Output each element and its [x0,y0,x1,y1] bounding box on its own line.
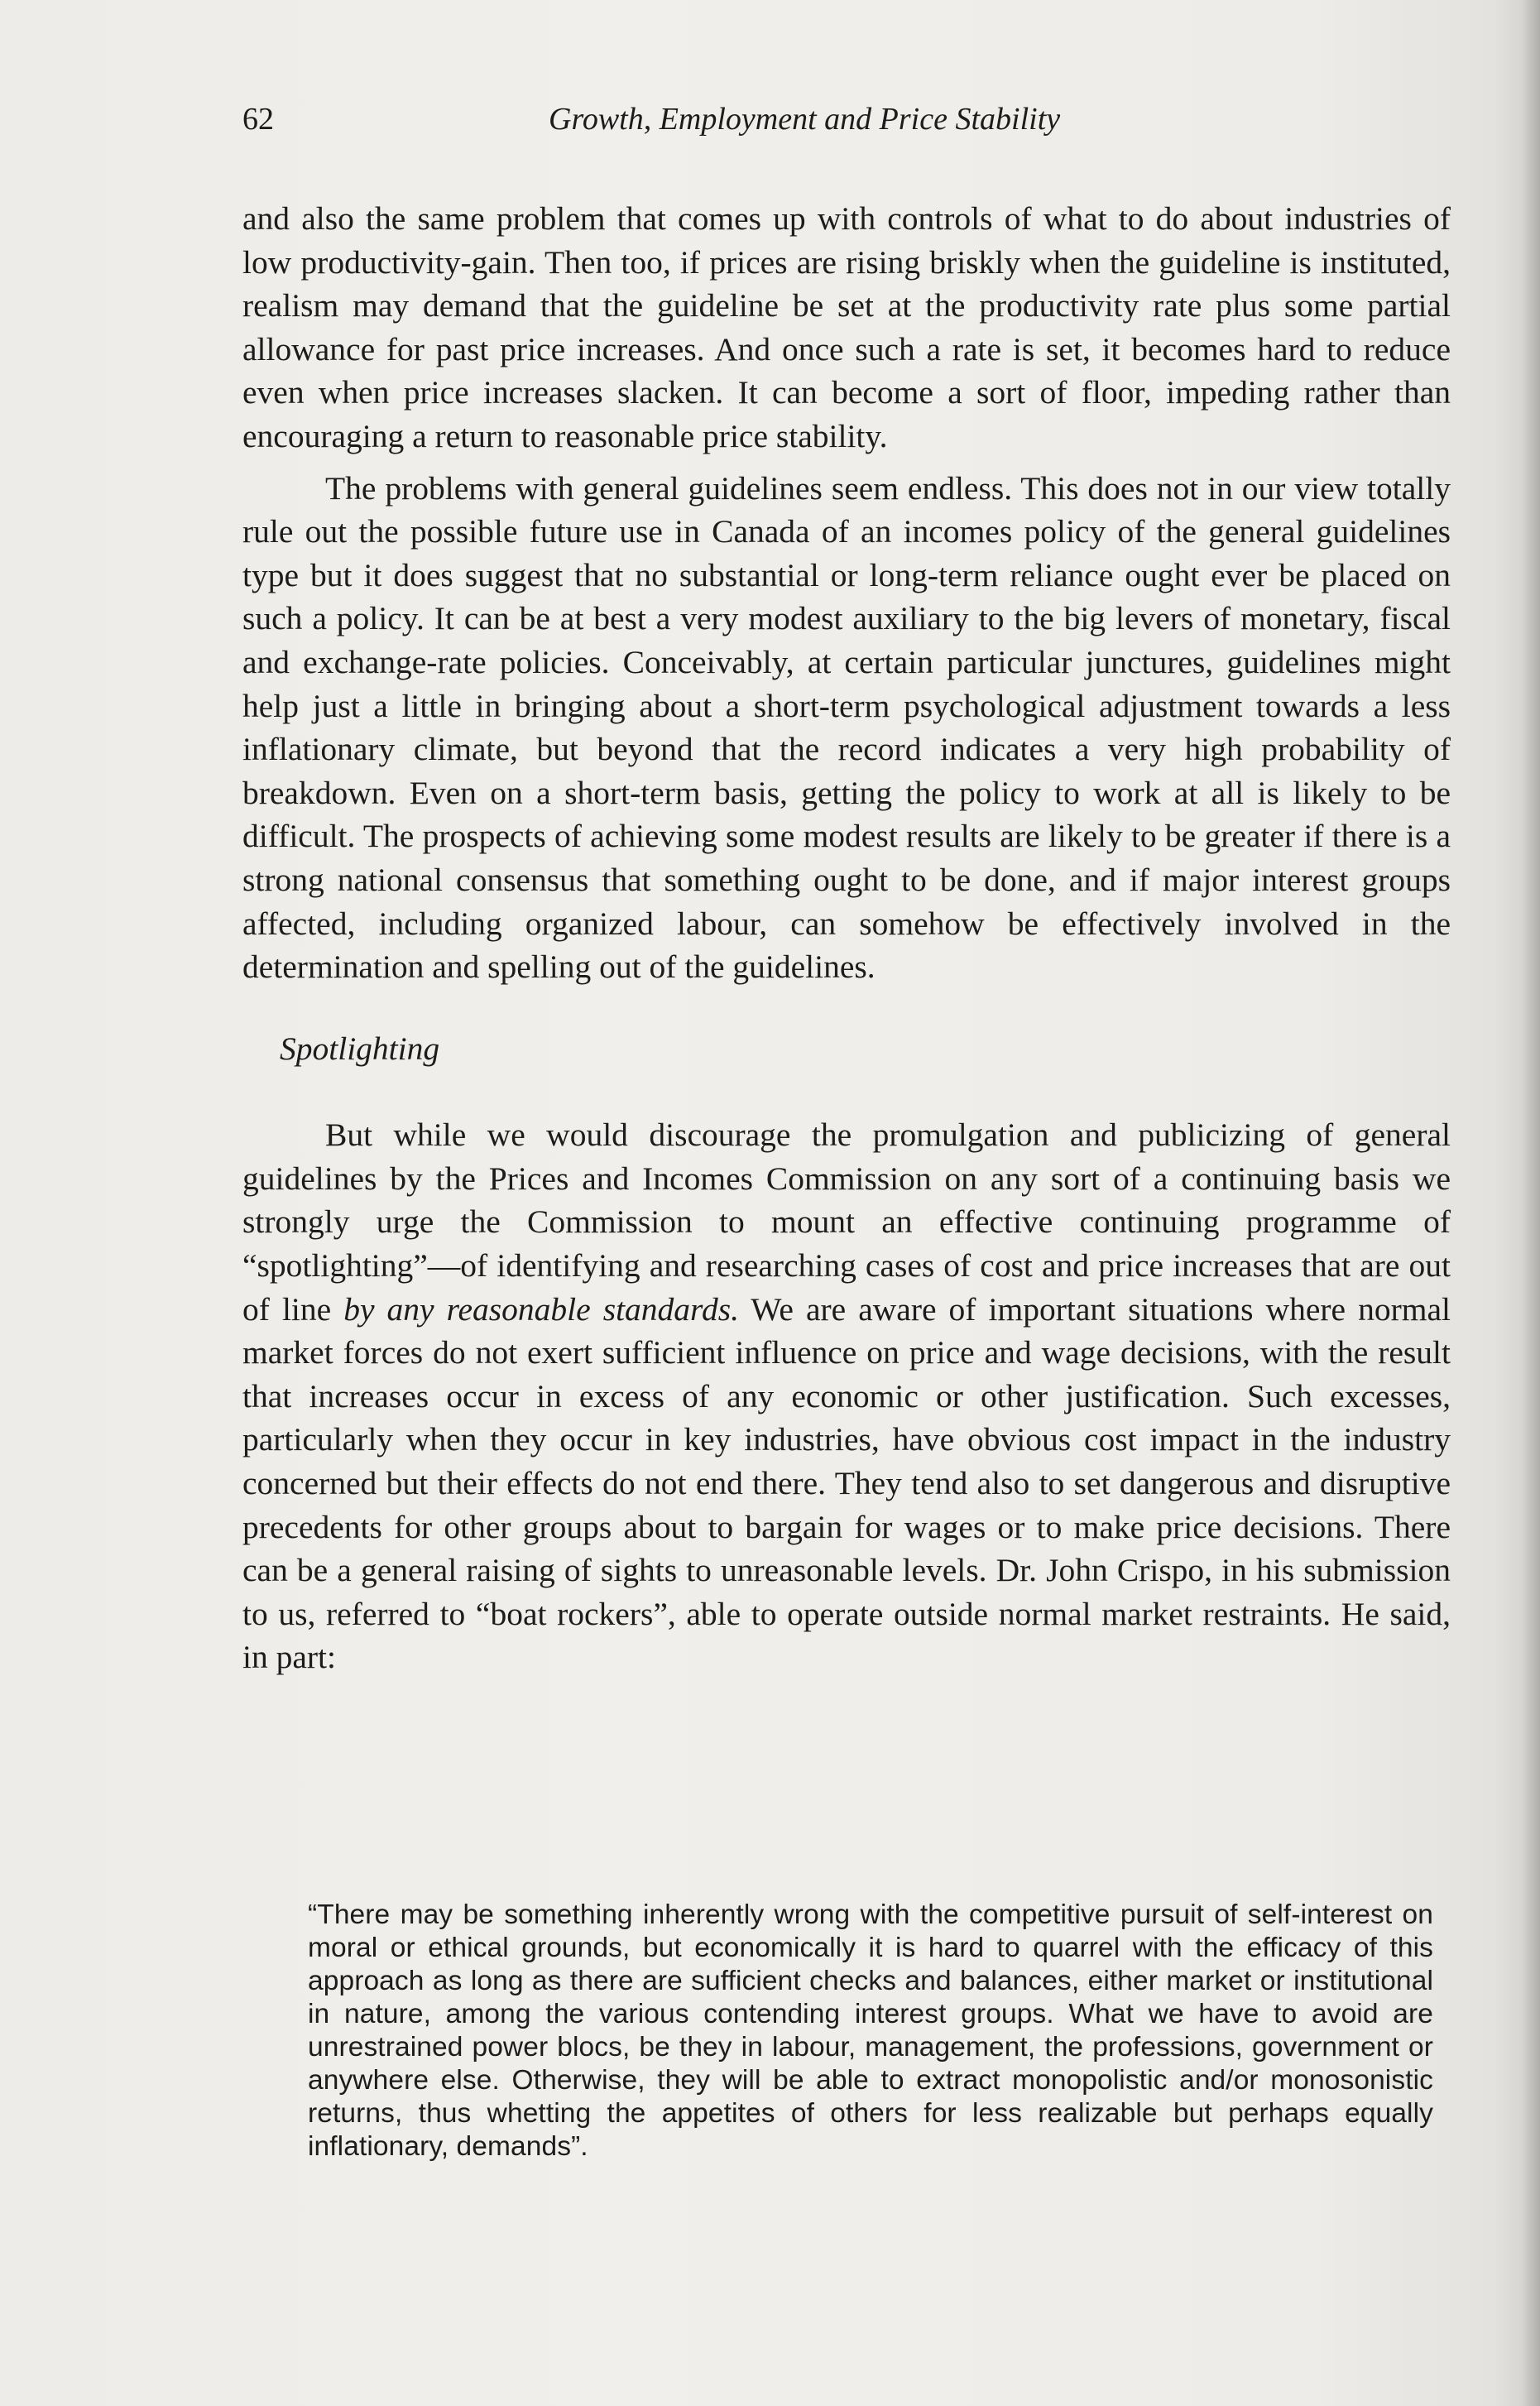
running-title: Growth, Employment and Price Stability [549,102,1061,137]
section-heading: Spotlighting [280,1030,440,1067]
paragraph-continued: and also the same problem that comes up with controls of what to do about industries of low productivity-gain. Then too, if prices are rising briskly when the guideline is instituted, realism may demand that the guideline be set at the productivity rate plus some partial allowance for past price increases. And once such a rate is set, it becomes hard to reduce even when price increases slacken. It can become a sort of floor, impeding rather than encouraging a return to reasonable price stability. [242,200,1451,454]
paragraph-general-guidelines: The problems with general guidelines seem endless. This does not in our view totally rule out the possible future use in Canada of an incomes policy of the general guidelines type but it does suggest that no substantial or long-term reliance ought ever be placed on such a policy. It can be at best a very modest auxiliary to the big levers of monetary, fiscal and exchange-rate policies. Conceivably, at certain particular junctures, guidelines might help just a little in bringing about a short-term psychological adjustment towards a less inflationary climate, but beyond that the record indicates a very high probability of breakdown. Even on a short-term basis, getting the policy to work at all is likely to be difficult. The prospects of achieving some modest results are likely to be greater if there is a strong national consensus that something ought to be done, and if major interest groups affected, including organized labour, can somehow be effectively involved in the determination and spelling out of the guidelines. [242,469,1451,986]
emphasis-reasonable-standards: by any reasonable standards. [343,1290,739,1328]
block-quote: “There may be something inherently wrong with the competitive pursuit of self-interest on moral or ethical grounds, but economically it is hard to quarrel with the efficacy of this approach as long as there are sufficient checks and balances, either market or institutional in nature, among the various contending interest groups. What we have to avoid are unrestrained power blocs, be they in labour, management, the professions, government or anywhere else. Otherwise, they will be able to extract monopolistic and/or monosonistic returns, thus whetting the appetites of others for less realizable but perhaps equally inflationary, demands”. [308,1899,1433,2162]
page-header [242,101,1452,151]
main-text [242,197,1451,1679]
paragraph-spotlighting-part2: We are aware of important situations where normal market forces do not exert sufficient influence on price and wage decisions, with the result that increases occur in excess of any economic or other justification. Such excesses, particularly when they occur in key industries, have obvious cost impact in the industry concerned but their effects do not end there. They tend also to set dangerous and disruptive precedents for other groups about to bargain for wages or to make price decisions. There can be a general raising of sights to unreasonable levels. Dr. John Crispo, in his submission to us, referred to “boat rockers”, able to operate outside normal market restraints. He said, in part: [242,1290,1451,1676]
page-number: 62 [242,102,274,137]
paragraph-spotlighting-part1: But while we would discourage the promulgation and publicizing of general guidelines by the Prices and Incomes Commission on any sort of a continuing basis we strongly urge the Commission to mount an effective continuing programme of “spotlighting”—of identifying and researching cases of cost and price increases that are out of line [242,1117,1451,1328]
page-edge-shadow [1522,0,1540,2406]
paragraph-spotlighting [242,1113,1451,1679]
